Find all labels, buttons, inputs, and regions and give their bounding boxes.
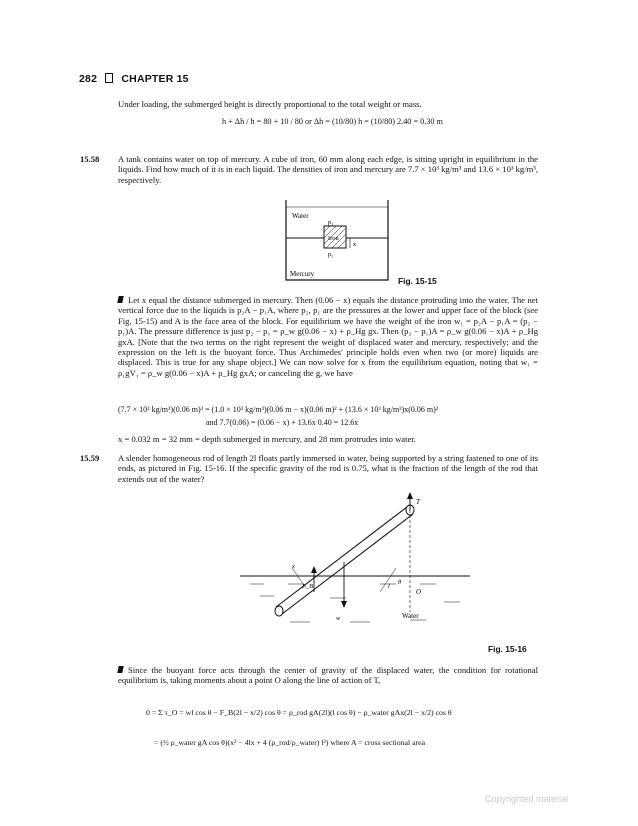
rod-edge-upper xyxy=(276,507,407,607)
figure-15-15 xyxy=(284,198,394,284)
fig-caption-15-16: Fig. 15-16 xyxy=(488,644,527,654)
label-water: Water xyxy=(402,612,419,620)
rod-end-bottom xyxy=(275,606,283,616)
tension-arrowhead xyxy=(407,492,413,499)
solution-marker-icon xyxy=(117,666,123,673)
intro-text: Under loading, the submerged height is directly proportional to the total weight or mass. xyxy=(118,99,422,109)
label-x: x xyxy=(353,241,357,248)
label-water: Water xyxy=(292,212,309,220)
weight-arrowhead xyxy=(341,601,347,608)
label-l: l xyxy=(388,583,390,590)
solution-body: Since the buoyant force acts through the center of gravity of the displaced water, the condition for rotational equilibrium is, taking moments about a point O along the line of action of T, xyxy=(118,665,538,686)
equation-2: = (½ ρ_water gA cos θ)(x² − 4lx + 4 (ρ_rod/ρ_water) l²) where A = cross sectional area xyxy=(154,738,426,747)
problem-statement: A tank contains water on top of mercury. A cube of iron, 60 mm along each edge, is sitting upright in equilibrium in the liquids. Find how much of it is in each liquid. The densities of iron and mercury are 7.7 × 10³ kg/m³ and 13.6 × 10³ kg/m³, respectively. xyxy=(118,154,538,185)
label-mercury: Mercury xyxy=(290,270,315,278)
fig-caption-15-15: Fig. 15-15 xyxy=(398,276,437,286)
label-T: T xyxy=(416,498,420,506)
solution-body: Let x equal the distance submerged in mercury. Then (0.06 − x) equals the distance protruding into the water. The net vertical force due to the liquids is p₂A − p₁A, where p₂, p₁ are the pressures at the lower and upper face of the block (see Fig. 15-15) and A is the face area of the block. For equilibrium we have the weight of the iron w₁ = p₂A − p₁A = (p₂ − p₁)A. The pressure difference is just p₂ − p₁ = ρ_w g(0.06 − x) + ρ_Hg gx. Then (p₂ − p₁)A = ρ_w g(0.06 − x)A + ρ_Hg gxA. [Note that the two terms on the right represent the weight of displaced water and mercury, respectively; and the expression on the left is the buoyant force. Thus Archimedes' principle holds even when two (or more) liquids are displaced. This is true for any shape object.] We can now solve for x from the equilibrium equation, noting that w₁ = ρ₁gV₁ = ρ_w g(0.06 − x)A + ρ_Hg gxA; or canceling the g, we have xyxy=(118,295,538,378)
equation-1: 0 = Σ τ_O = wl cos θ − F_B(2l − x/2) cos θ = ρ_rod gA(2l)(l cos θ) − ρ_water gAx(2l − x/2) cos θ xyxy=(146,708,452,717)
label-iron: Iron xyxy=(328,235,339,242)
label-p1: p₁ xyxy=(328,219,334,226)
figure-15-16 xyxy=(230,492,480,642)
box-icon xyxy=(105,73,113,83)
label-p2: p₂ xyxy=(328,251,334,258)
page-header xyxy=(79,73,189,85)
chapter-title: CHAPTER 15 xyxy=(121,73,189,85)
intro-eq-text: h + Δh / h = 80 + 10 / 80 or Δh = (10/80) h = (10/80) 2.40 = 0.30 m xyxy=(222,117,443,126)
label-theta: θ xyxy=(398,579,402,586)
rod-edge-lower xyxy=(282,514,413,614)
solution-text xyxy=(118,665,538,686)
problem-number: 15.59 xyxy=(80,453,100,463)
intro-equation xyxy=(222,117,443,127)
label-O: O xyxy=(416,588,422,596)
equation-1: (7.7 × 10³ kg/m³)(0.06 m)³ = (1.0 × 10³ kg/m³)(0.06 m − x)(0.06 m)² + (13.6 × 10³ kg/m³)x(0.06 m)² xyxy=(118,405,439,414)
page-number: 282 xyxy=(79,73,98,85)
equation-2: and 7.7(0.06) = (0.06 − x) + 13.6x 0.40 = 12.6x xyxy=(206,418,359,427)
label-w: w xyxy=(336,615,341,622)
solution-marker-icon xyxy=(117,296,123,303)
copyright-watermark: Copyrighted material xyxy=(485,794,569,804)
label-x: x xyxy=(292,563,295,570)
buoyant-arrowhead xyxy=(311,566,317,573)
problem-statement: A slender homogeneous rod of length 2l floats partly immersed in water, being supported by a string fastened to one of its ends, as pictured in Fig. 15-16. If the specific gravity of the rod is 0.75, what is the fraction of the length of the rod that extends out of the water? xyxy=(118,453,538,484)
label-FB: F_B xyxy=(302,583,314,590)
solution-text xyxy=(118,295,538,378)
result-line: x = 0.032 m = 32 mm = depth submerged in mercury, and 28 mm protrudes into water. xyxy=(118,434,416,444)
problem-number: 15.58 xyxy=(80,154,100,164)
